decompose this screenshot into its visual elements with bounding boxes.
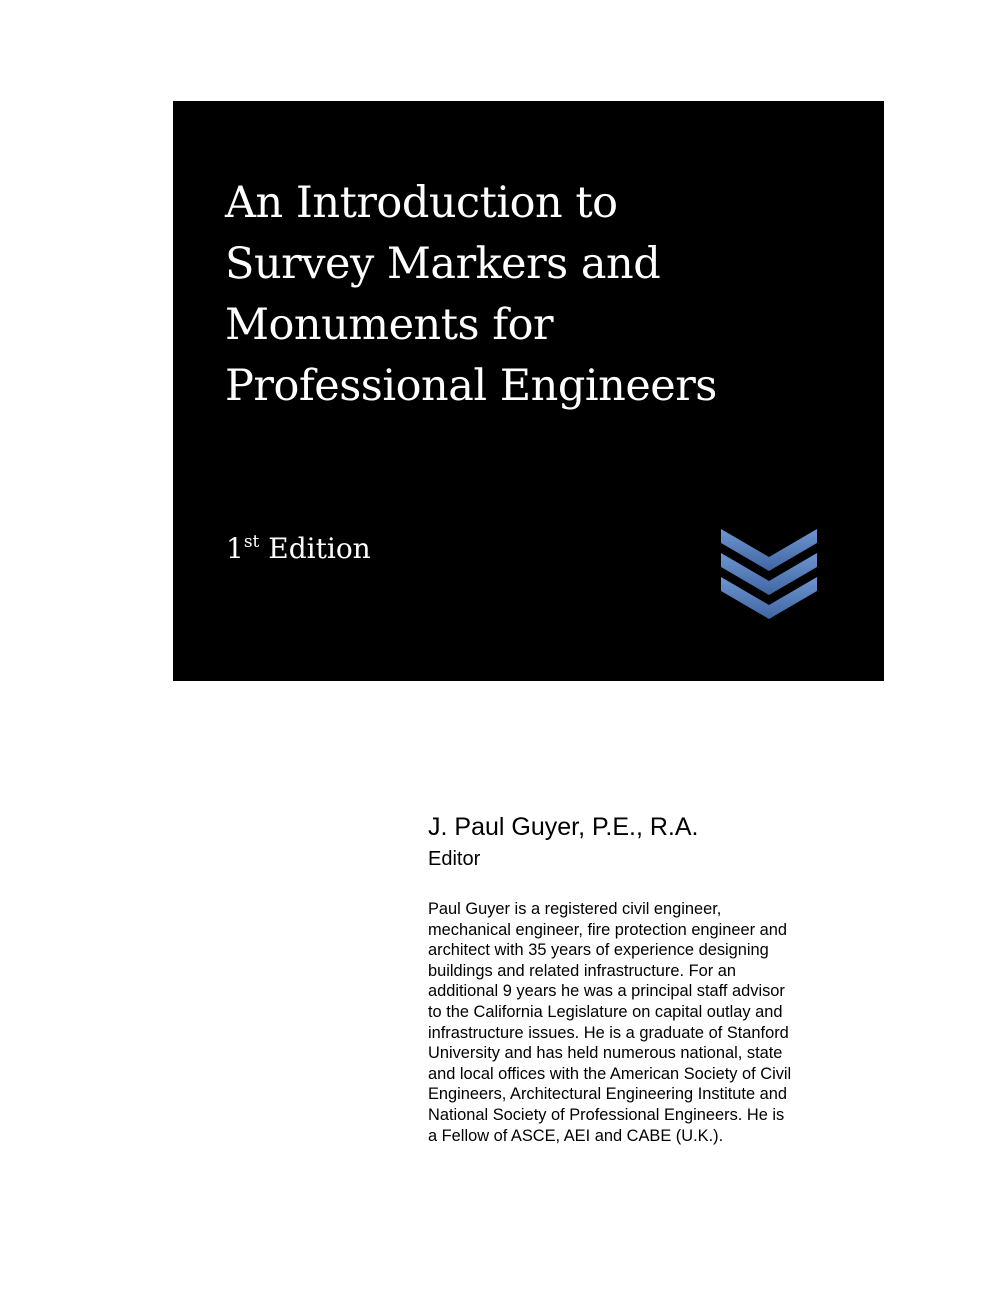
bio-line: infrastructure issues. He is a graduate of Stanford — [428, 1023, 789, 1042]
author-name: J. Paul Guyer, P.E., R.A. — [428, 813, 699, 841]
edition-suffix: st — [243, 532, 260, 552]
bio-line: Paul Guyer is a registered civil engineer, — [428, 900, 722, 918]
author-role: Editor — [428, 848, 481, 870]
bio-line: National Society of Professional Engineers. He is — [428, 1105, 785, 1124]
edition-word: Edition — [268, 532, 371, 565]
title-line: An Introduction to — [225, 178, 618, 228]
author-bio — [428, 899, 791, 1146]
bio-line: additional 9 years he was a principal staff advisor — [428, 982, 785, 1001]
bio-line: University and has held numerous national, state — [428, 1044, 783, 1063]
triple-chevron-down-icon — [721, 529, 817, 619]
book-title — [225, 173, 865, 417]
bio-line: and local offices with the American Society of Civil — [428, 1064, 792, 1083]
title-line: Survey Markers and — [225, 239, 661, 289]
bio-line: a Fellow of ASCE, AEI and CABE (U.K.). — [428, 1126, 724, 1145]
bio-line: to the California Legislature on capital outlay and — [428, 1002, 783, 1021]
bio-line: mechanical engineer, fire protection engineer and — [428, 920, 788, 939]
bio-line: buildings and related infrastructure. For an — [428, 961, 736, 980]
cover-panel — [173, 101, 884, 681]
edition-label — [226, 529, 371, 569]
author-block — [428, 810, 848, 1145]
title-line: Professional Engineers — [225, 361, 717, 411]
edition-number: 1 — [226, 532, 244, 565]
title-line: Monuments for — [225, 300, 554, 350]
bio-line: Engineers, Architectural Engineering Institute and — [428, 1085, 787, 1104]
bio-line: architect with 35 years of experience designing — [428, 941, 769, 960]
